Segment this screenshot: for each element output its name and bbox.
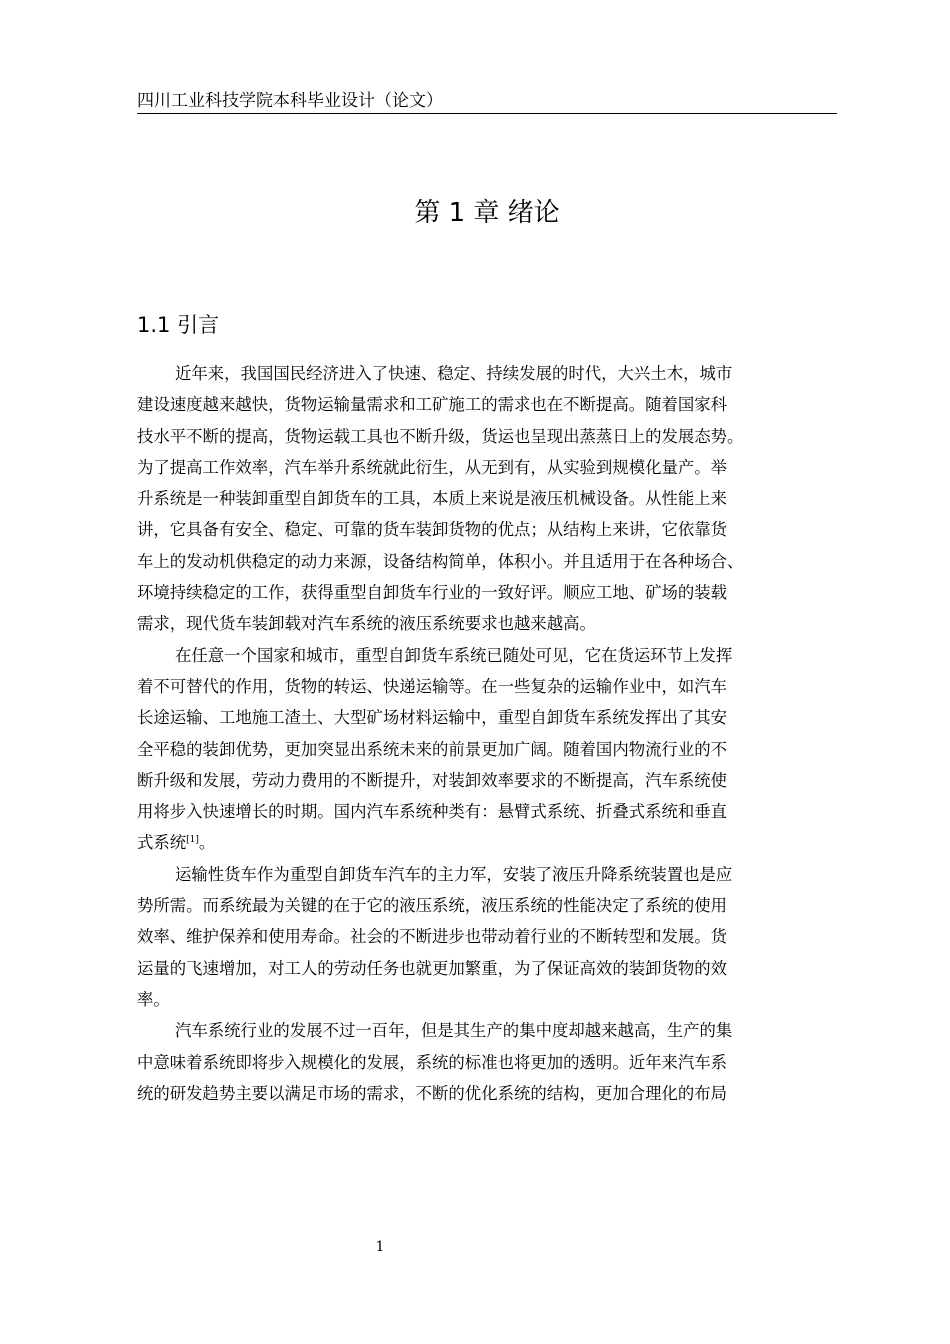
paragraph-line (137, 577, 837, 608)
paragraph-line-text: 环境持续稳定的工作，获得重型自卸货车行业的一致好评。顺应工地、矿场的装载 (137, 583, 728, 603)
paragraph-line-text: 建设速度越来越快，货物运输量需求和工矿施工的需求也在不断提高。随着国家科 (137, 395, 728, 415)
paragraph-line (137, 358, 837, 389)
paragraph-line (137, 796, 837, 827)
paragraph-line-text: 技水平不断的提高，货物运载工具也不断升级，货运也呈现出蒸蒸日上的发展态势。 (137, 426, 744, 446)
paragraph-line (137, 1015, 837, 1046)
paragraph-line (137, 734, 837, 765)
paragraph-line (137, 640, 837, 671)
paragraph-line-text: 近年来，我国国民经济进入了快速、稳定、持续发展的时代，大兴土木，城市 (175, 364, 733, 383)
paragraph-line (137, 1078, 837, 1109)
running-header: 四川工业科技学院本科毕业设计（论文） (137, 91, 443, 111)
paragraph-line (137, 514, 837, 545)
paragraph-line-text: 讲，它具备有安全、稳定、可靠的货车装卸货物的优点；从结构上来讲，它依靠货 (137, 520, 728, 540)
paragraph-line-text: 式系统 (137, 833, 187, 853)
paragraph-line (137, 890, 837, 921)
paragraph-line (137, 608, 837, 639)
citation-tail: 。 (198, 833, 216, 853)
paragraph-line-text: 车上的发动机供稳定的动力来源，设备结构简单，体积小。并且适用于在各种场合、 (137, 551, 744, 571)
paragraph-line-text: 升系统是一种装卸重型自卸货车的工具，本质上来说是液压机械设备。从性能上来 (137, 489, 728, 509)
paragraph-line-text: 汽车系统行业的发展不过一百年，但是其生产的集中度却越来越高，生产的集 (175, 1021, 733, 1041)
paragraph-line-text: 长途运输、工地施工渣土、大型矿场材料运输中，重型自卸货车系统发挥出了其安 (137, 708, 728, 728)
paragraph-line (137, 671, 837, 702)
paragraph-line-text: 为了提高工作效率，汽车举升系统就此衍生，从无到有，从实验到规模化量产。举 (137, 457, 728, 477)
paragraph-line-text: 运量的飞速增加，对工人的劳动任务也就更加繁重，为了保证高效的装卸货物的效 (137, 958, 728, 978)
paragraph-line (137, 1047, 837, 1078)
paragraph-line-text: 着不可替代的作用，货物的转运、快递运输等。在一些复杂的运输作业中，如汽车 (137, 676, 728, 696)
paragraph-line (137, 859, 837, 890)
paragraph-line (137, 827, 837, 858)
page-number: 1 (375, 1239, 385, 1255)
paragraph-line-text: 率。 (137, 989, 170, 1009)
paragraph-line-text: 用将步入快速增长的时期。国内汽车系统种类有：悬臂式系统、折叠式系统和垂直 (137, 802, 728, 822)
paragraph-line-text: 统的研发趋势主要以满足市场的需求，不断的优化系统的结构，更加合理化的布局 (137, 1083, 728, 1103)
section-heading: 1.1 引言 (137, 313, 220, 337)
paragraph-line-text: 中意味着系统即将步入规模化的发展，系统的标准也将更加的透明。近年来汽车系 (137, 1052, 728, 1072)
paragraph-line-text: 断升级和发展，劳动力费用的不断提升，对装卸效率要求的不断提高，汽车系统使 (137, 770, 728, 790)
paragraph-line (137, 765, 837, 796)
paragraph-line (137, 421, 837, 452)
paragraph-line-text: 势所需。而系统最为关键的在于它的液压系统，液压系统的性能决定了系统的使用 (137, 896, 728, 916)
paragraph-line (137, 452, 837, 483)
header-rule (137, 113, 837, 114)
citation-marker: [1] (186, 835, 199, 846)
paragraph-line-text: 需求，现代货车装卸载对汽车系统的液压系统要求也越来越高。 (137, 614, 596, 634)
paragraph-line (137, 953, 837, 984)
paragraph-line (137, 546, 837, 577)
chapter-title: 第 1 章 绪论 (414, 198, 560, 228)
paragraph-line-text: 在任意一个国家和城市，重型自卸货车系统已随处可见，它在货运环节上发挥 (175, 645, 733, 665)
paragraph-line-text: 运输性货车作为重型自卸货车汽车的主力军，安装了液压升降系统装置也是应 (175, 864, 733, 884)
paragraph-line (137, 389, 837, 420)
paragraph-line (137, 921, 837, 952)
paragraph-line-text: 全平稳的装卸优势，更加突显出系统未来的前景更加广阔。随着国内物流行业的不 (137, 739, 728, 759)
paragraph-line (137, 702, 837, 733)
paragraph-line (137, 984, 837, 1015)
paragraph-line (137, 483, 837, 514)
body-text (137, 358, 837, 1109)
paragraph-line-text: 效率、维护保养和使用寿命。社会的不断进步也带动着行业的不断转型和发展。货 (137, 927, 728, 947)
